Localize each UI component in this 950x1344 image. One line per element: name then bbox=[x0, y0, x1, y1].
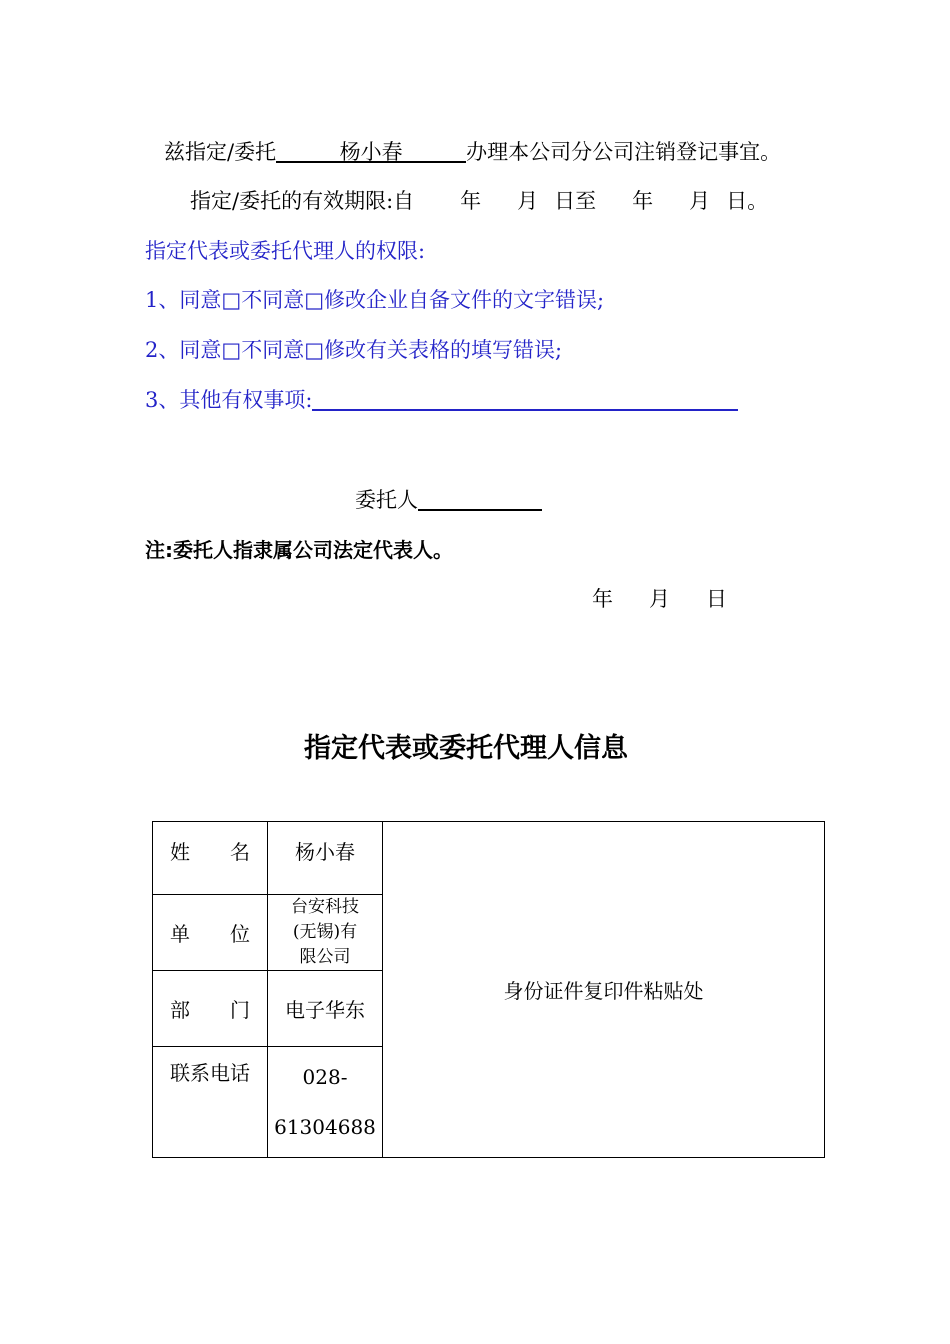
principal-note: 注:委托人指隶属公司法定代表人。 bbox=[145, 538, 453, 562]
unit-label: 单 位 bbox=[153, 895, 268, 971]
phone-value bbox=[268, 1047, 383, 1158]
dept-label: 部 门 bbox=[153, 971, 268, 1047]
validity-year-1: 年 bbox=[460, 189, 482, 213]
authority-heading: 指定代表或委托代理人的权限: bbox=[145, 239, 426, 263]
validity-month-1: 月 bbox=[517, 189, 539, 213]
validity-day-end: 日。 bbox=[726, 189, 769, 213]
validity-line bbox=[190, 186, 768, 216]
principal-signature-field bbox=[418, 485, 542, 511]
validity-month-2: 月 bbox=[689, 189, 711, 213]
signature-year: 年 bbox=[592, 587, 613, 611]
info-title: 指定代表或委托代理人信息 bbox=[304, 733, 628, 764]
authorization-line bbox=[164, 137, 781, 167]
authorize-prefix: 兹指定/委托 bbox=[164, 140, 277, 164]
authority-item-1: 1、同意□不同意□修改企业自备文件的文字错误; bbox=[145, 288, 605, 312]
signature-day: 日 bbox=[706, 587, 727, 611]
principal-line bbox=[355, 485, 542, 515]
validity-day-to: 日至 bbox=[554, 189, 597, 213]
phone-label: 联系电话 bbox=[153, 1047, 268, 1158]
authorize-suffix: 办理本公司分公司注销登记事宜。 bbox=[466, 140, 782, 164]
unit-value-line-3: 限公司 bbox=[299, 947, 351, 967]
authority-item-2: 2、同意□不同意□修改有关表格的填写错误; bbox=[145, 338, 563, 362]
phone-value-line-2: 61304688 bbox=[274, 1115, 376, 1139]
id-photo-area: 身份证件复印件粘贴处 bbox=[383, 822, 825, 1158]
validity-year-2: 年 bbox=[632, 189, 654, 213]
authority-item-3: 3、其他有权事项: bbox=[145, 388, 313, 412]
dept-value: 电子华东 bbox=[268, 971, 383, 1047]
agent-name-field: 杨小春 bbox=[276, 137, 466, 163]
signature-month: 月 bbox=[649, 587, 670, 611]
unit-value-line-2: (无锡)有 bbox=[292, 922, 358, 942]
validity-label: 指定/委托的有效期限:自 bbox=[190, 189, 415, 213]
unit-value-line-1: 台安科技 bbox=[291, 897, 359, 917]
authority-item-3-line bbox=[145, 385, 738, 415]
signature-date bbox=[592, 584, 727, 614]
agent-info-table bbox=[152, 821, 825, 1158]
principal-label: 委托人 bbox=[355, 488, 418, 512]
name-value: 杨小春 bbox=[268, 822, 383, 895]
unit-value bbox=[268, 895, 383, 971]
phone-value-line-1: 028- bbox=[302, 1065, 348, 1089]
name-label: 姓 名 bbox=[153, 822, 268, 895]
other-matters-field bbox=[312, 385, 738, 411]
